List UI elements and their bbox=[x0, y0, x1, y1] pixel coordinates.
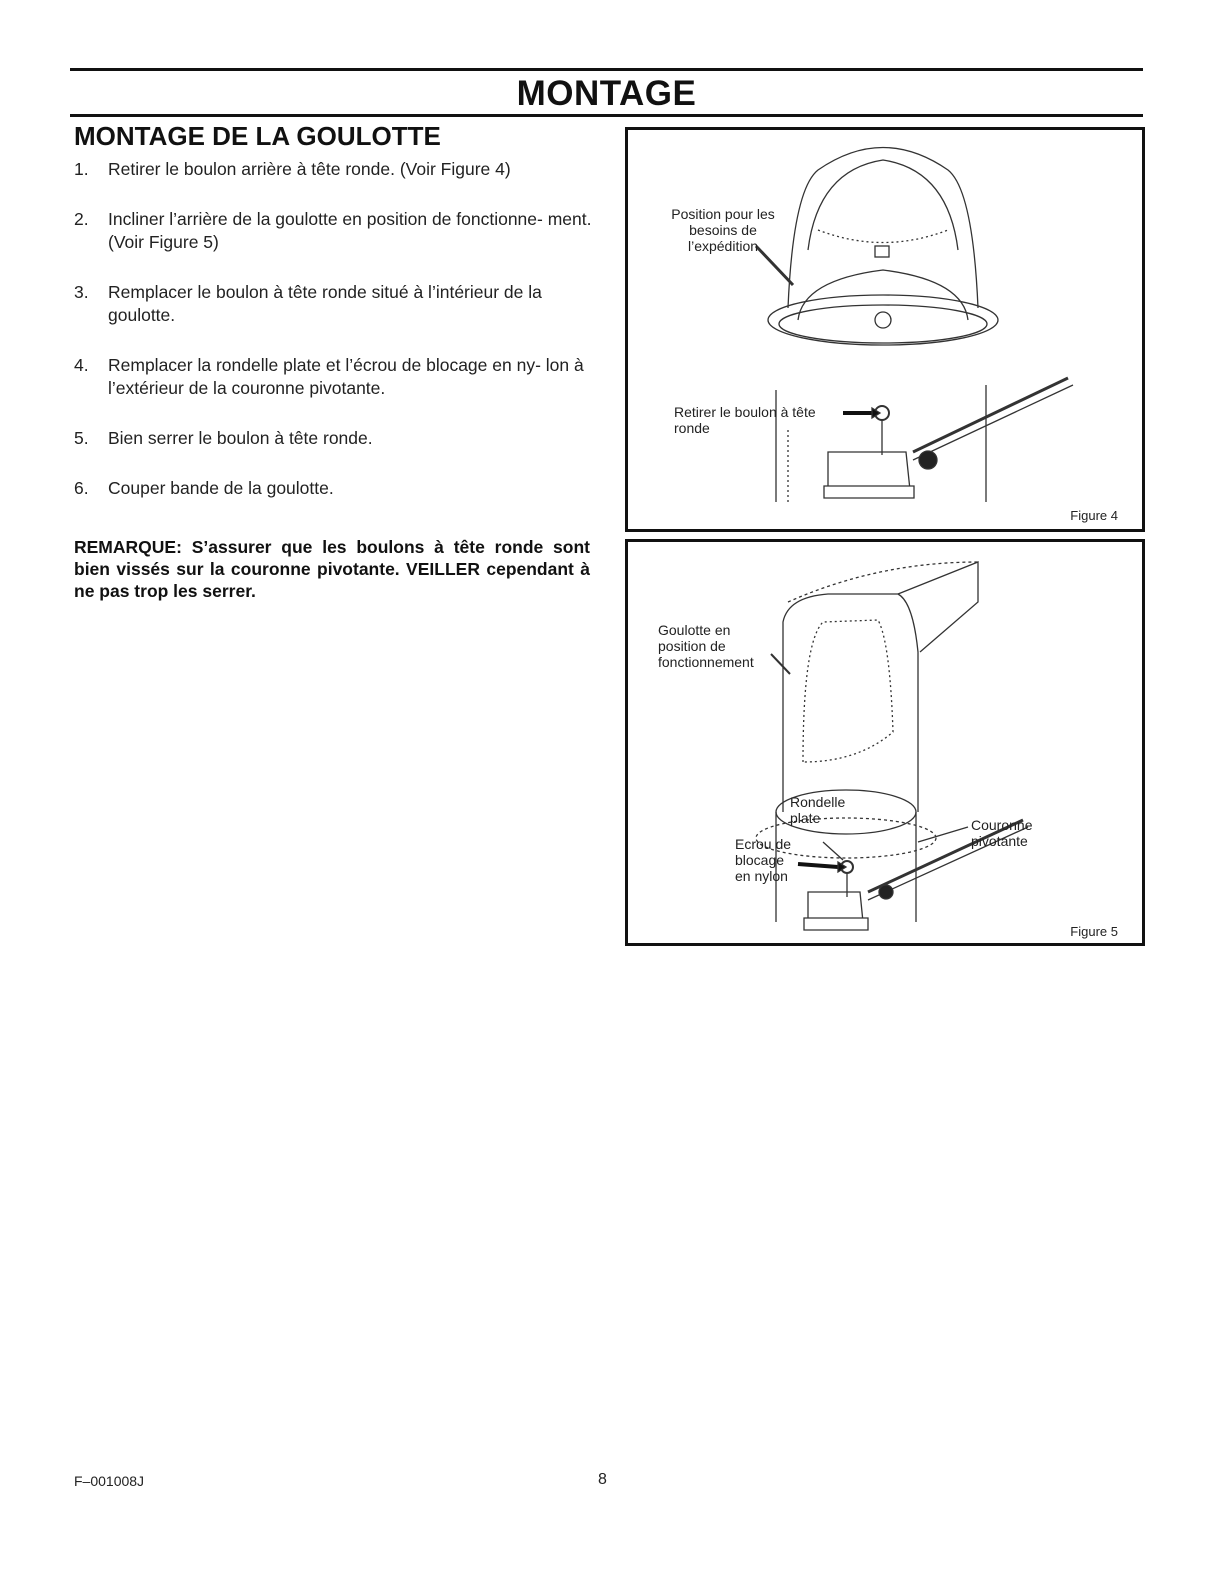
label-shipping-position: Position pour les besoins de l’expédition bbox=[671, 206, 775, 254]
step-1 bbox=[74, 158, 594, 181]
figure-4-caption: Figure 4 bbox=[1070, 508, 1118, 523]
label-flat-washer: Rondelle plate bbox=[790, 794, 846, 826]
step-number: 6. bbox=[74, 478, 89, 498]
figure-4-illustration bbox=[628, 130, 1142, 529]
figure-5 bbox=[625, 539, 1145, 946]
step-5 bbox=[74, 427, 594, 450]
step-number: 1. bbox=[74, 159, 89, 179]
step-number: 5. bbox=[74, 428, 89, 448]
step-text: Bien serrer le boulon à tête ronde. bbox=[108, 428, 373, 448]
steps-list bbox=[74, 158, 594, 500]
step-4 bbox=[74, 354, 594, 400]
label-chute-working-position: Goulotte en position de fonctionnement bbox=[658, 622, 754, 670]
footer-document-code: F–001008J bbox=[74, 1473, 145, 1489]
label-remove-bolt: Retirer le boulon à tête ronde bbox=[674, 404, 816, 436]
step-text: Remplacer le boulon à tête ronde situé à l’intérieur de la goulotte. bbox=[108, 282, 542, 325]
figure-5-caption: Figure 5 bbox=[1070, 924, 1118, 939]
header-rule-top bbox=[70, 68, 1143, 71]
header-rule-bottom bbox=[70, 114, 1143, 117]
step-2 bbox=[74, 208, 594, 254]
step-number: 3. bbox=[74, 282, 89, 302]
figure-4 bbox=[625, 127, 1145, 532]
step-text: Incliner l’arrière de la goulotte en position de fonctionne- ment. (Voir Figure 5) bbox=[108, 209, 592, 252]
label-nylon-lock-nut: Ecrou de blocage en nylon bbox=[735, 836, 792, 884]
section-title: MONTAGE DE LA GOULOTTE bbox=[74, 121, 441, 151]
step-3 bbox=[74, 281, 594, 327]
remark-note: REMARQUE: S’assurer que les boulons à tête ronde sont bien vissés sur la couronne pivotante. VEILLER cependant à ne pas trop les serrer. bbox=[74, 537, 590, 601]
figure-5-illustration bbox=[628, 542, 1142, 943]
step-text: Remplacer la rondelle plate et l’écrou de blocage en ny- lon à l’extérieur de la couronne pivotante. bbox=[108, 355, 584, 398]
page-title: MONTAGE bbox=[516, 74, 697, 113]
step-text: Couper bande de la goulotte. bbox=[108, 478, 334, 498]
page-number: 8 bbox=[598, 1471, 607, 1488]
step-6 bbox=[74, 477, 594, 500]
step-text: Retirer le boulon arrière à tête ronde. (Voir Figure 4) bbox=[108, 159, 511, 179]
label-swivel-ring: Couronne pivotante bbox=[971, 817, 1033, 849]
step-number: 4. bbox=[74, 355, 89, 375]
step-number: 2. bbox=[74, 209, 89, 229]
